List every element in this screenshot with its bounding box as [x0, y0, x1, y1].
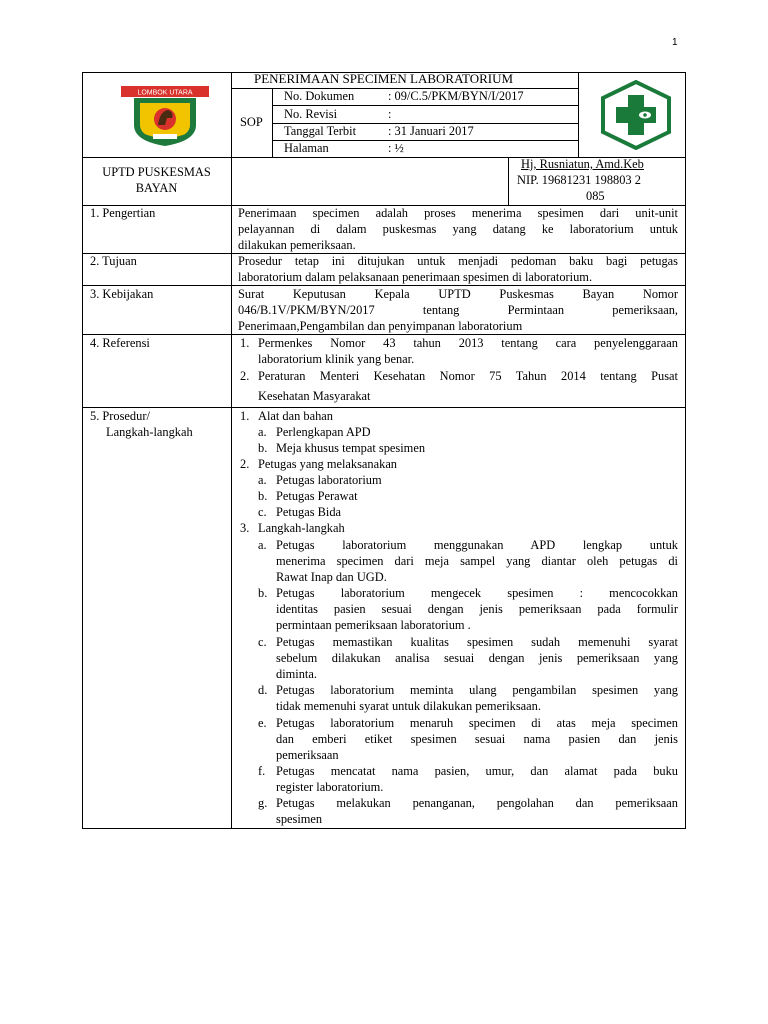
- prosedur-group-number: 2.: [240, 457, 250, 471]
- section-label-pengertian: 1. Pengertian: [90, 206, 156, 220]
- prosedur-item-letter: c.: [258, 505, 267, 519]
- prosedur-item-line: spesimen: [276, 812, 323, 826]
- prosedur-item-line: dan emberi etiket spesimen sesuai nama pasien dan jenis: [276, 732, 678, 746]
- prosedur-item-letter: c.: [258, 635, 267, 649]
- prosedur-item-line: register laboratorium.: [276, 780, 384, 794]
- prosedur-item-line: menerima specimen dari meja sampel yang diantar oleh petugas di: [276, 554, 678, 568]
- prosedur-item-line: Petugas laboratorium: [276, 473, 382, 487]
- org-name-line1: UPTD PUSKESMAS: [102, 165, 211, 179]
- prosedur-item-line: Petugas melakukan penanganan, pengolahan dan pemeriksaan: [276, 796, 678, 810]
- prosedur-item-line: identitas pasien sesuai dengan jenis pemeriksaan pada formulir: [276, 602, 678, 616]
- prosedur-item-letter: b.: [258, 586, 268, 600]
- referensi-item-number: 1.: [240, 336, 250, 350]
- field-value-tanggal-terbit: : 31 Januari 2017: [388, 124, 474, 138]
- field-label-no-dokumen: No. Dokumen: [284, 89, 355, 103]
- referensi-item-line: Peraturan Menteri Kesehatan Nomor 75 Tahun 2014 tentang Pusat: [258, 369, 678, 383]
- puskesmas-logo: [597, 80, 675, 150]
- section-label-referensi: 4. Referensi: [90, 336, 150, 350]
- prosedur-item-line: permintaan pemeriksaan laboratorium .: [276, 618, 471, 632]
- prosedur-item-line: Petugas laboratorium menggunakan APD lengkap untuk: [276, 538, 678, 552]
- prosedur-item-line: diminta.: [276, 667, 317, 681]
- prosedur-item-letter: a.: [258, 538, 267, 552]
- prosedur-item-line: Petugas Perawat: [276, 489, 358, 503]
- referensi-item-line: Permenkes Nomor 43 tahun 2013 tentang cara penyelenggaraan: [258, 336, 678, 350]
- prosedur-item-letter: a.: [258, 473, 267, 487]
- prosedur-item-line: sebelum dilakukan analisa sesuai dengan jenis pemeriksaan yang: [276, 651, 678, 665]
- prosedur-item-line: Petugas memastikan kualitas spesimen sudah memenuhi syarat: [276, 635, 678, 649]
- prosedur-item-line: Meja khusus tempat spesimen: [276, 441, 426, 455]
- prosedur-item-letter: a.: [258, 425, 267, 439]
- pengertian-line: dilakukan pemeriksaan.: [238, 238, 356, 252]
- prosedur-item-line: Petugas laboratorium meminta ulang pengambilan spesimen yang: [276, 683, 678, 697]
- kebijakan-line: 046/B.1V/PKM/BYN/2017 tentang Permintaan pemeriksaan,: [238, 303, 678, 317]
- document-title: PENERIMAAN SPECIMEN LABORATORIUM: [254, 71, 514, 86]
- field-label-no-revisi: No. Revisi: [284, 107, 338, 121]
- signer-nip-line1: NIP. 19681231 198803 2: [517, 173, 641, 187]
- prosedur-item-line: Rawat Inap dan UGD.: [276, 570, 387, 584]
- prosedur-item-letter: f.: [258, 764, 266, 778]
- field-label-halaman: Halaman: [284, 141, 329, 155]
- prosedur-group-title: Petugas yang melaksanakan: [258, 457, 398, 471]
- kebijakan-line: Penerimaan,Pengambilan dan penyimpanan laboratorium: [238, 319, 523, 333]
- page-number: 1: [672, 37, 678, 48]
- field-value-no-dokumen: : 09/C.5/PKM/BYN/I/2017: [388, 89, 524, 103]
- prosedur-item-letter: g.: [258, 796, 268, 810]
- pengertian-line: pelayannan di dalam puskesmas yang datang ke laboratorium untuk: [238, 222, 678, 236]
- signer-name: Hj, Rusniatun, Amd.Keb: [521, 157, 644, 171]
- section-label-kebijakan: 3. Kebijakan: [90, 287, 154, 301]
- kebijakan-line: Surat Keputusan Kepala UPTD Puskesmas Bayan Nomor: [238, 287, 678, 301]
- prosedur-item-letter: b.: [258, 489, 268, 503]
- sop-label: SOP: [240, 115, 263, 129]
- field-value-halaman: : ½: [388, 141, 404, 155]
- section-label-prosedur: 5. Prosedur/: [90, 409, 150, 423]
- prosedur-group-number: 1.: [240, 409, 250, 423]
- referensi-item-line: laboratorium klinik yang benar.: [258, 352, 415, 366]
- referensi-item-line: Kesehatan Masyarakat: [258, 389, 371, 403]
- prosedur-item-line: Perlengkapan APD: [276, 425, 371, 439]
- prosedur-group-title: Alat dan bahan: [258, 409, 334, 423]
- prosedur-item-letter: e.: [258, 716, 267, 730]
- prosedur-item-line: Petugas mencatat nama pasien, umur, dan alamat pada buku: [276, 764, 678, 778]
- signer-nip-line2: 085: [586, 189, 605, 203]
- field-label-tanggal-terbit: Tanggal Terbit: [284, 124, 357, 138]
- lombok-utara-logo: [120, 85, 210, 147]
- prosedur-item-line: Petugas laboratorium menaruh specimen di atas meja specimen: [276, 716, 678, 730]
- prosedur-group-title: Langkah-langkah: [258, 521, 345, 535]
- prosedur-item-letter: b.: [258, 441, 268, 455]
- prosedur-item-line: Petugas laboratorium mengecek spesimen : mencocokkan: [276, 586, 678, 600]
- section-label-tujuan: 2. Tujuan: [90, 254, 137, 268]
- tujuan-line: Prosedur tetap ini ditujukan untuk menjadi pedoman baku bagi petugas: [238, 254, 678, 268]
- prosedur-group-number: 3.: [240, 521, 250, 535]
- svg-text:LOMBOK UTARA: LOMBOK UTARA: [137, 89, 193, 97]
- prosedur-item-line: tidak memenuhi syarat untuk dilakukan pemeriksaan.: [276, 699, 541, 713]
- pengertian-line: Penerimaan specimen adalah proses menerima spesimen dari unit-unit: [238, 206, 678, 220]
- prosedur-item-line: pemeriksaan: [276, 748, 339, 762]
- section-label-langkah: Langkah-langkah: [106, 425, 193, 439]
- prosedur-item-letter: d.: [258, 683, 268, 697]
- referensi-item-number: 2.: [240, 369, 250, 383]
- org-name-line2: BAYAN: [135, 181, 178, 195]
- field-value-no-revisi: :: [388, 107, 392, 121]
- tujuan-line: laboratorium dalam pelaksanaan penerimaan spesimen di laboratorium.: [238, 270, 593, 284]
- prosedur-item-line: Petugas Bida: [276, 505, 342, 519]
